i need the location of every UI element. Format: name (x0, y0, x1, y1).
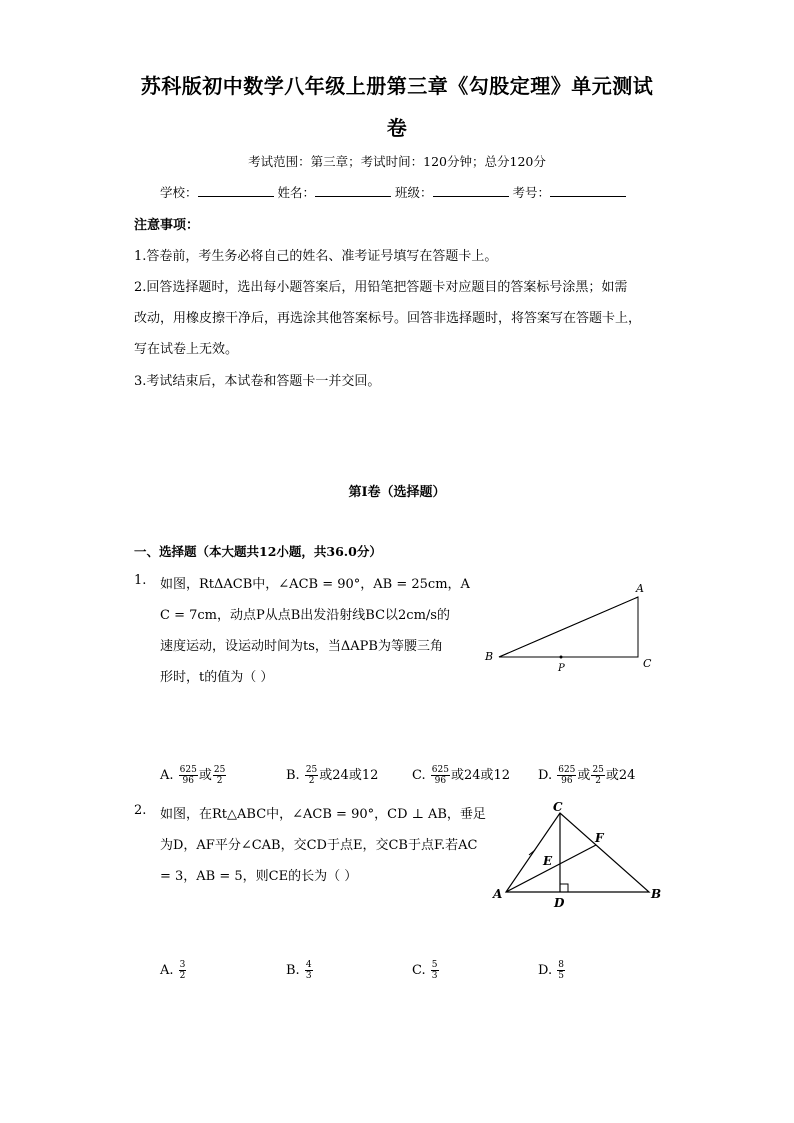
q1-option-d[interactable] (538, 764, 635, 786)
volume-title: 第I卷（选择题） (348, 485, 446, 500)
q2-label-d: D (554, 896, 565, 910)
school-blank[interactable] (198, 184, 274, 197)
q1-option-b[interactable] (286, 764, 378, 786)
exam-info: 考试范围：第三章；考试时间：120分钟；总分120分 (248, 154, 546, 169)
q2-option-d-frac: $\frac{8}{5}$ (558, 960, 564, 981)
q1-line-2: C = 7cm，动点P从点B出发沿射线BC以2cm/s的 (160, 608, 450, 623)
q2-option-d-label: D. (538, 963, 553, 978)
q2-option-b[interactable] (286, 960, 314, 981)
q1-number: 1. (134, 573, 147, 588)
section-heading: 一、选择题（本大题共12小题，共36.0分） (134, 544, 382, 559)
q1-line-4: 形时，t的值为（ ） (160, 670, 274, 685)
q1-label-p: P (558, 663, 565, 674)
notice-item-2-line-1: 2.回答选择题时，选出每小题答案后，用铅笔把答题卡对应题目的答案标号涂黑；如需 (134, 280, 628, 295)
q2-label-b: B (651, 887, 662, 901)
q1-option-d-or: 或 (577, 768, 591, 783)
q1-option-c-frac: $\frac{625}{96}$ (431, 765, 449, 786)
q1-line-3: 速度运动，设运动时间为ts，当ΔAPB为等腰三角 (160, 639, 443, 654)
q2-line-2: 为D，AF平分∠CAB，交CD于点E，交CB于点F.若AC (160, 838, 478, 853)
q1-option-a-or: 或 (198, 768, 212, 783)
q2-label-c: C (553, 800, 563, 814)
q1-hypotenuse (499, 597, 638, 657)
q2-label-a: A (493, 887, 503, 901)
q1-option-a-frac-1: $\frac{625}{96}$ (179, 765, 197, 786)
exam-title-line2: 卷 (386, 116, 408, 140)
q2-label-f: F (595, 831, 604, 845)
name-label: 姓名： (277, 185, 316, 200)
q1-figure (480, 580, 660, 675)
q1-label-c: C (643, 657, 652, 670)
name-blank[interactable] (315, 184, 391, 197)
notice-item-3: 3.考试结束后，本试卷和答题卡一并交回。 (134, 374, 381, 389)
q1-option-a[interactable] (160, 764, 227, 786)
q2-option-a[interactable] (160, 960, 187, 981)
q1-option-a-label: A. (160, 768, 174, 783)
q1-option-d-frac-2: $\frac{25}{2}$ (592, 765, 604, 786)
q2-option-c-frac: $\frac{5}{3}$ (431, 960, 438, 981)
q2-bisector-af (506, 845, 596, 892)
q2-option-a-label: A. (160, 963, 174, 978)
q2-option-a-frac: $\frac{3}{2}$ (179, 960, 186, 981)
class-label: 班级： (395, 185, 433, 200)
student-info-fields (160, 183, 626, 201)
exam-title-line1: 苏科版初中数学八年级上册第三章《勾股定理》单元测试 (140, 74, 654, 98)
q1-option-b-frac: $\frac{25}{2}$ (305, 765, 318, 786)
q2-line-3: = 3，AB = 5，则CE的长为（ ） (160, 869, 358, 884)
q1-point-p (560, 656, 563, 659)
exam-no-blank[interactable] (550, 184, 626, 197)
q2-line-1: 如图，在Rt△ABC中，∠ACB = 90°，CD ⊥ AB，垂足 (160, 807, 486, 822)
notice-item-1: 1.答卷前，考生务必将自己的姓名、准考证号填写在答题卡上。 (134, 249, 498, 264)
q1-option-b-label: B. (286, 768, 300, 783)
q1-option-c-rest: 或24或12 (450, 768, 511, 783)
school-label: 学校： (160, 185, 198, 200)
q2-option-d[interactable] (538, 960, 566, 981)
q2-option-c-label: C. (412, 963, 426, 978)
q2-label-e: E (543, 854, 553, 868)
q1-line-1: 如图，RtΔACB中，∠ACB = 90°，AB = 25cm，A (160, 577, 470, 592)
q1-label-a: A (636, 582, 644, 595)
notice-item-2-line-3: 写在试卷上无效。 (134, 342, 239, 357)
q1-option-b-rest: 或24或12 (319, 768, 379, 783)
q2-option-c[interactable] (412, 960, 440, 981)
q1-option-d-frac-1: $\frac{625}{96}$ (558, 765, 576, 786)
class-blank[interactable] (433, 184, 509, 197)
q1-option-d-rest: 或24 (605, 768, 636, 783)
notice-item-2-line-2: 改动，用橡皮擦干净后，再选涂其他答案标号。回答非选择题时，将答案写在答题卡上， (134, 311, 642, 326)
q2-figure (485, 795, 670, 910)
q1-label-b: B (485, 650, 494, 663)
q2-option-b-label: B. (286, 963, 300, 978)
q2-number: 2. (134, 803, 147, 818)
exam-no-label: 考号： (512, 185, 551, 200)
q1-option-d-label: D. (538, 768, 553, 783)
notice-heading: 注意事项： (134, 218, 200, 233)
q2-right-angle-mark (560, 884, 568, 892)
q2-option-b-frac: $\frac{4}{3}$ (305, 960, 312, 981)
q1-option-a-frac-2: $\frac{25}{2}$ (213, 765, 226, 786)
q1-option-c-label: C. (412, 768, 426, 783)
q1-option-c[interactable] (412, 764, 510, 786)
